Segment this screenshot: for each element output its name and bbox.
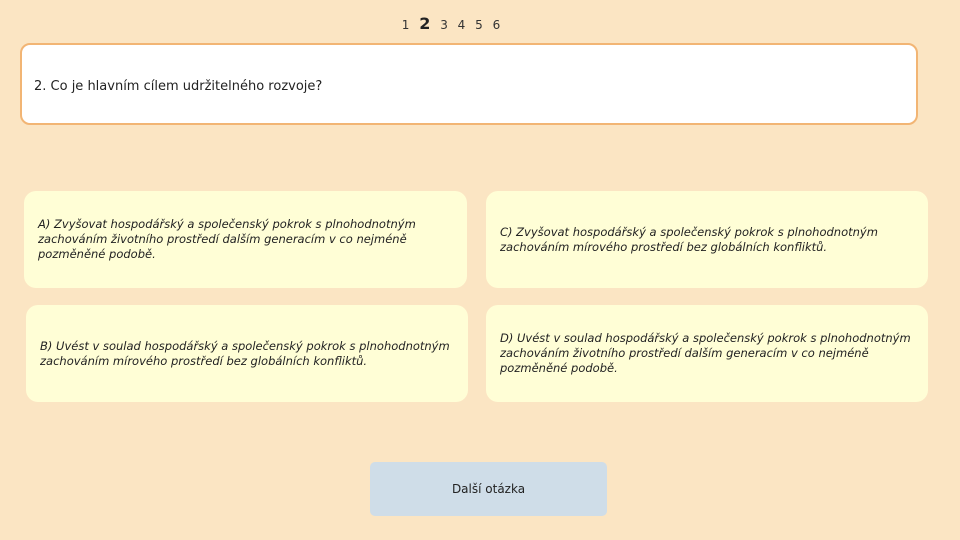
answer-option-c[interactable] bbox=[486, 191, 928, 288]
question-box bbox=[20, 43, 918, 125]
next-question-label: Další otázka bbox=[451, 482, 526, 496]
pager-item-3[interactable]: 3 bbox=[440, 18, 450, 32]
answer-text-c: C) Zvyšovat hospodářský a společenský pokrok s plnohodnotným zachováním mírového prostředí bez globálních konfliktů. bbox=[500, 224, 878, 254]
pager-item-4[interactable]: 4 bbox=[457, 18, 468, 32]
answer-text-b: B) Uvést v soulad hospodářský a společenský pokrok s plnohodnotným zachováním mírového prostředí bez globálních konfliktů. bbox=[40, 338, 450, 368]
pager-item-6[interactable]: 6 bbox=[492, 18, 503, 32]
answer-option-d[interactable] bbox=[486, 305, 928, 402]
pager-item-1[interactable]: 1 bbox=[401, 18, 412, 32]
answer-option-b[interactable] bbox=[26, 305, 468, 402]
answer-option-a[interactable] bbox=[24, 191, 467, 288]
answer-text-a: A) Zvyšovat hospodářský a společenský pokrok s plnohodnotným zachováním životního prostředí dalším generacím v co nejméně pozměněné podobě. bbox=[38, 217, 416, 261]
next-question-button[interactable] bbox=[370, 462, 607, 516]
answer-text-d: D) Uvést v soulad hospodářský a společenský pokrok s plnohodnotným zachováním životního prostředí dalším generacím v co nejméně pozměněné podobě. bbox=[500, 331, 911, 375]
pager-item-2-current[interactable]: 2 bbox=[419, 14, 433, 33]
pager-item-5[interactable]: 5 bbox=[475, 18, 485, 32]
question-pager bbox=[0, 14, 904, 33]
question-text: 2. Co je hlavním cílem udržitelného rozvoje? bbox=[34, 79, 323, 94]
